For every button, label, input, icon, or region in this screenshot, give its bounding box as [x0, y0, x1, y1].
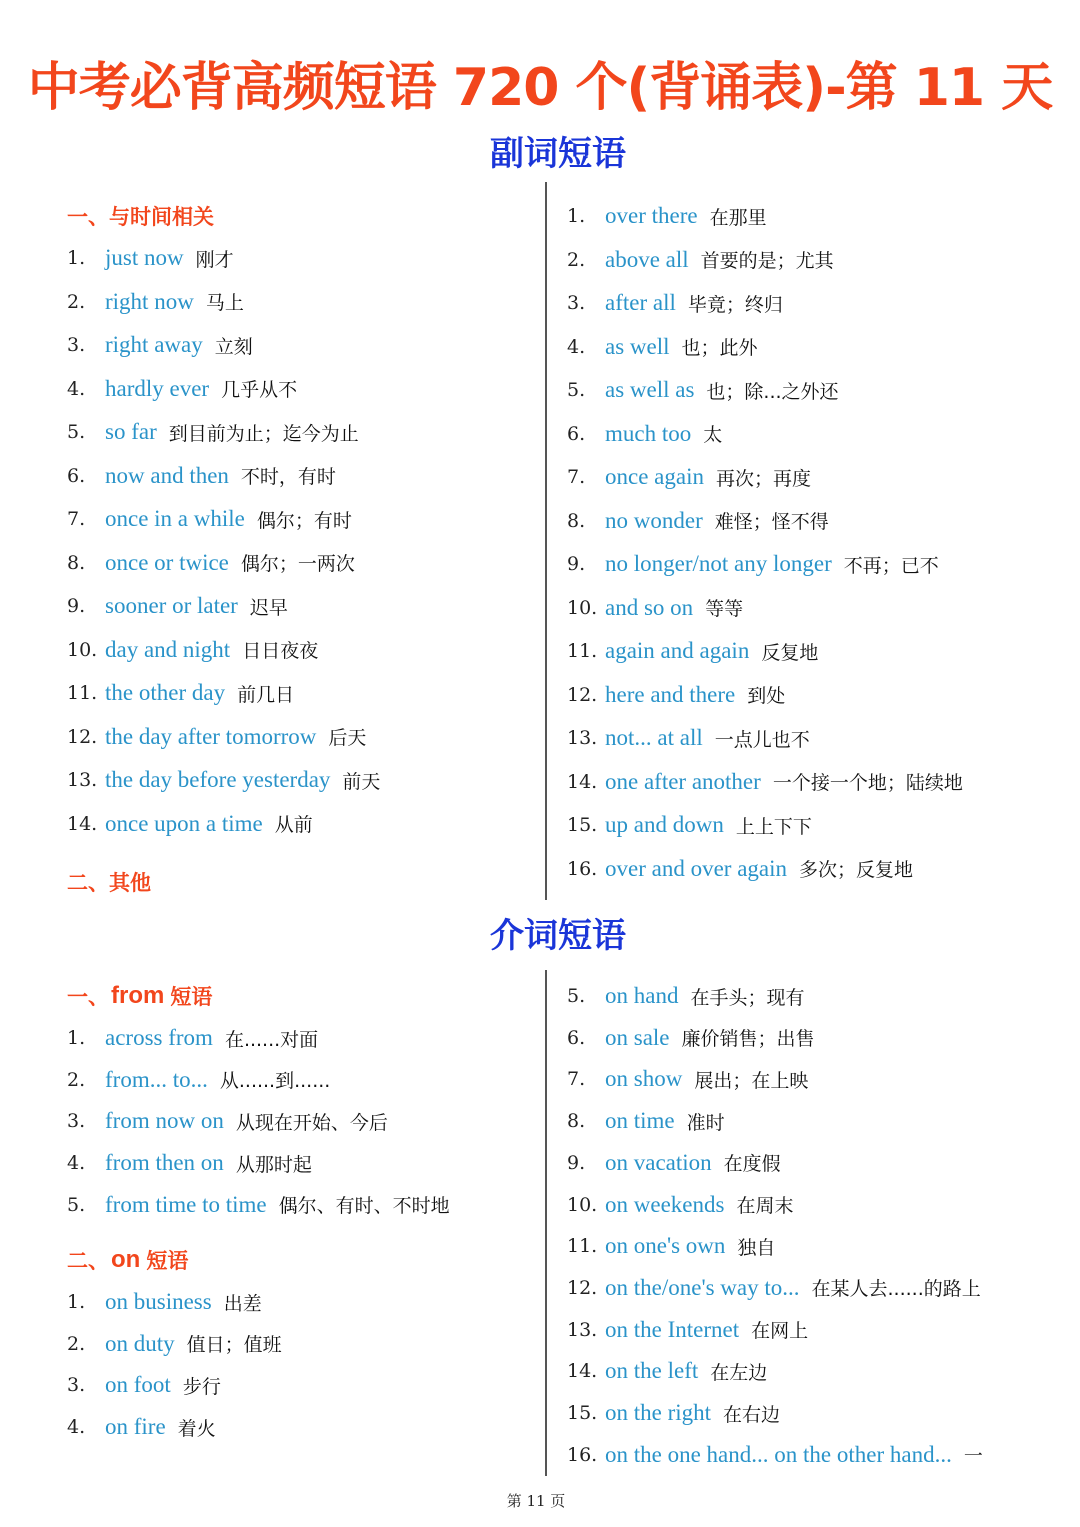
phrase-chinese: 从现在开始、今后: [235, 1111, 388, 1134]
phrase-chinese: 独自: [737, 1236, 776, 1259]
phrase-chinese: 在网上: [751, 1320, 809, 1343]
phrase-row: [567, 763, 963, 801]
phrase-english: once again: [605, 464, 704, 489]
phrase-chinese: 从......到......: [219, 1070, 331, 1093]
phrase-number: 6.: [567, 1026, 586, 1049]
phrase-english: up and down: [605, 812, 724, 837]
category-prefix: 二、: [67, 1249, 109, 1273]
phrase-number: 14.: [567, 1360, 598, 1383]
phrase-chinese: 几乎从不: [221, 379, 298, 401]
category-suffix: 短语: [170, 985, 213, 1009]
phrase-chinese: 首要的是；尤其: [700, 250, 834, 272]
phrase-row: [567, 458, 811, 496]
phrase-chinese: 从前: [274, 814, 313, 836]
phrase-number: 5.: [567, 379, 586, 401]
phrase-english: on the right: [605, 1400, 712, 1425]
phrase-number: 8.: [567, 1110, 586, 1133]
phrase-chinese: 在右边: [723, 1403, 781, 1426]
phrase-number: 2.: [67, 1332, 86, 1355]
phrase-english: over there: [605, 203, 698, 228]
phrase-number: 1.: [67, 1027, 86, 1049]
phrase-chinese: 等等: [705, 598, 744, 620]
phrase-number: 10.: [567, 596, 598, 619]
phrase-row: [67, 1408, 216, 1446]
phrase-row: [67, 761, 380, 799]
phrase-number: 13.: [567, 727, 598, 749]
category-heading: 一、与时间相关: [67, 205, 214, 229]
phrase-chinese: 在周末: [736, 1195, 794, 1217]
phrase-english: on show: [605, 1066, 683, 1092]
phrase-row: [67, 326, 253, 364]
phrase-english: over and over again: [605, 855, 788, 881]
phrase-english: on the Internet: [605, 1316, 740, 1342]
phrase-row: [567, 589, 743, 627]
phrase-row: [567, 1102, 725, 1140]
category-suffix: 短语: [146, 1249, 189, 1273]
phrase-number: 15.: [567, 1402, 598, 1424]
phrase-english: just now: [105, 245, 184, 270]
phrase-english: right now: [105, 288, 194, 314]
phrase-chinese: 偶尔；有时: [256, 509, 352, 532]
phrase-number: 13.: [567, 1318, 598, 1341]
phrase-row: [67, 805, 313, 843]
phrase-english: the other day: [105, 680, 226, 705]
phrase-row: [67, 457, 336, 495]
phrase-english: on sale: [605, 1024, 670, 1050]
phrase-number: 11.: [567, 1235, 598, 1258]
phrase-number: 16.: [567, 1443, 598, 1466]
phrase-chinese: 偶尔、有时、不时地: [278, 1195, 450, 1218]
phrase-number: 3.: [567, 292, 586, 314]
phrase-english: sooner or later: [105, 593, 238, 618]
phrase-chinese: 廉价销售；出售: [681, 1028, 815, 1051]
phrase-row: [567, 1269, 981, 1307]
phrase-chinese: 刚才: [195, 248, 234, 271]
phrase-number: 2.: [567, 248, 586, 271]
phrase-row: [67, 1102, 388, 1140]
phrase-number: 4.: [67, 1152, 86, 1175]
phrase-number: 1.: [67, 247, 86, 269]
phrase-number: 14.: [567, 770, 598, 793]
phrase-english: no longer/not any longer: [605, 551, 832, 576]
phrase-english: after all: [605, 290, 676, 315]
phrase-chinese: 准时: [686, 1111, 725, 1134]
phrase-chinese: 在......对面: [224, 1028, 319, 1051]
phrase-english: on weekends: [605, 1191, 725, 1217]
phrase-chinese: 太: [703, 424, 723, 446]
phrase-row: [67, 283, 244, 321]
phrase-number: 12.: [67, 725, 98, 748]
phrase-number: 6.: [67, 464, 86, 487]
phrase-english: on the/one's way to...: [605, 1274, 800, 1300]
phrase-number: 1.: [567, 205, 586, 227]
page-title: 中考必背高频短语 720 个(背诵表)-第 11 天: [27, 58, 1053, 118]
phrase-number: 1.: [67, 1291, 86, 1313]
phrase-chinese: 迟早: [249, 596, 288, 619]
phrase-row: [67, 239, 234, 277]
phrase-chinese: 日日夜夜: [242, 640, 319, 662]
phrase-english: no wonder: [605, 507, 703, 533]
phrase-number: 9.: [567, 1151, 586, 1174]
phrase-chinese: 上上下下: [735, 815, 812, 838]
phrase-english: again and again: [605, 638, 750, 663]
phrase-row: [567, 1436, 983, 1474]
phrase-chinese: 一个接一个地；陆续地: [772, 772, 963, 794]
phrase-chinese: 在某人去......的路上: [811, 1278, 981, 1301]
phrase-row: [567, 676, 785, 714]
phrase-chinese: 到处: [747, 685, 786, 707]
phrase-english: so far: [105, 419, 157, 444]
phrase-number: 7.: [67, 508, 86, 530]
phrase-chinese: 再次；再度: [715, 467, 811, 490]
phrase-english: once in a while: [105, 506, 245, 531]
phrase-chinese: 难怪；怪不得: [714, 511, 829, 533]
phrase-row: [567, 1227, 775, 1265]
phrase-english: on duty: [105, 1330, 175, 1356]
phrase-row: [567, 632, 818, 670]
phrase-chinese: 在手头；现有: [690, 986, 805, 1009]
phrase-row: [67, 674, 294, 712]
phrase-chinese: 一点儿也不: [714, 728, 810, 751]
phrase-row: [67, 413, 359, 451]
phrase-row: [67, 1144, 312, 1182]
phrase-english: once upon a time: [105, 810, 263, 836]
phrase-row: [67, 544, 355, 582]
phrase-english: here and there: [605, 681, 736, 707]
phrase-row: [567, 1060, 808, 1098]
phrase-row: [567, 806, 812, 844]
section-title-preposition-phrases: 介词短语: [490, 916, 626, 956]
phrase-chinese: 马上: [205, 292, 244, 314]
phrase-chinese: 值日；值班: [186, 1334, 282, 1357]
phrase-chinese: 反复地: [761, 641, 819, 664]
phrase-row: [567, 328, 758, 366]
phrase-row: [67, 500, 352, 538]
phrase-english: from... to...: [105, 1066, 208, 1092]
phrase-number: 7.: [567, 1068, 586, 1091]
phrase-row: [567, 719, 810, 757]
phrase-english: now and then: [105, 462, 229, 488]
phrase-chinese: 从那时起: [235, 1153, 312, 1176]
category-prefix: 一、: [67, 985, 109, 1009]
phrase-row: [567, 977, 804, 1015]
phrase-english: hardly ever: [105, 375, 210, 401]
phrase-number: 16.: [567, 857, 598, 880]
phrase-number: 12.: [567, 683, 598, 706]
phrase-chinese: 展出；在上映: [694, 1069, 809, 1092]
phrase-english: and so on: [605, 594, 694, 620]
phrase-number: 7.: [567, 466, 586, 488]
phrase-row: [67, 370, 297, 408]
phrase-row: [67, 1061, 330, 1099]
phrase-chinese: 在那里: [709, 206, 767, 229]
column-divider: [545, 182, 547, 900]
phrase-number: 3.: [67, 334, 86, 356]
phrase-row: [567, 1019, 815, 1057]
phrase-english: from time to time: [105, 1191, 267, 1217]
phrase-row: [67, 1366, 221, 1404]
phrase-number: 3.: [67, 1374, 86, 1397]
phrase-row: [567, 502, 829, 540]
phrase-number: 2.: [67, 290, 86, 313]
phrase-row: [567, 371, 839, 409]
category-keyword: on: [111, 1246, 141, 1273]
phrase-chinese: 到目前为止；迄今为止: [168, 422, 359, 445]
phrase-english: day and night: [105, 636, 231, 662]
phrase-chinese: 不再；已不: [843, 554, 939, 577]
category-heading-from: [67, 976, 212, 1016]
phrase-row: [67, 587, 288, 625]
phrase-number: 3.: [67, 1110, 86, 1133]
phrase-english: on hand: [605, 983, 679, 1008]
phrase-english: on the left: [605, 1358, 699, 1384]
page-number: 第 11 页: [506, 1492, 566, 1510]
phrase-english: on the one hand... on the other hand...: [605, 1441, 952, 1467]
phrase-row: [67, 1186, 450, 1224]
phrase-english: on vacation: [605, 1149, 712, 1175]
phrase-number: 4.: [67, 377, 86, 400]
phrase-number: 5.: [67, 421, 86, 443]
phrase-row: [567, 197, 767, 235]
phrase-number: 6.: [567, 422, 586, 445]
phrase-chinese: 步行: [182, 1375, 221, 1398]
phrase-chinese: 多次；反复地: [799, 859, 914, 881]
phrase-english: on one's own: [605, 1233, 726, 1259]
phrase-english: on business: [105, 1289, 212, 1314]
phrase-number: 2.: [67, 1068, 86, 1091]
phrase-row: [567, 415, 722, 453]
phrase-english: on time: [605, 1108, 675, 1134]
phrase-chinese: 出差: [223, 1292, 262, 1315]
phrase-row: [67, 1283, 262, 1321]
phrase-number: 8.: [567, 509, 586, 532]
phrase-number: 5.: [67, 1193, 86, 1216]
phrase-row: [67, 1019, 318, 1057]
phrase-english: as well as: [605, 377, 695, 402]
phrase-chinese: 前天: [342, 770, 381, 793]
phrase-row: [567, 1311, 808, 1349]
phrase-chinese: 也；此外: [681, 337, 758, 359]
phrase-english: across from: [105, 1025, 213, 1050]
phrase-row: [567, 284, 783, 322]
phrase-chinese: 在左边: [710, 1361, 768, 1384]
phrase-number: 9.: [67, 595, 86, 617]
phrase-english: the day before yesterday: [105, 767, 331, 792]
phrase-chinese: 毕竟；终归: [687, 293, 783, 316]
category-keyword: from: [111, 982, 165, 1009]
phrase-number: 4.: [67, 1416, 86, 1439]
phrase-number: 8.: [67, 551, 86, 574]
phrase-chinese: 立刻: [214, 335, 253, 358]
phrase-row: [567, 545, 939, 583]
phrase-number: 9.: [567, 553, 586, 575]
phrase-chinese: 着火: [177, 1417, 216, 1440]
phrase-row: [67, 718, 366, 756]
phrase-number: 5.: [567, 985, 586, 1007]
phrase-chinese: 前几日: [237, 683, 295, 706]
phrase-english: from then on: [105, 1150, 224, 1176]
phrase-row: [567, 1352, 767, 1390]
phrase-english: right away: [105, 332, 203, 357]
phrase-row: [567, 1394, 780, 1432]
phrase-number: 12.: [567, 1276, 598, 1299]
phrase-row: [567, 1144, 781, 1182]
phrase-chinese: 偶尔；一两次: [240, 553, 355, 575]
phrase-chinese: 在度假: [723, 1153, 781, 1176]
category-heading: 二、其他: [67, 871, 151, 895]
phrase-english: as well: [605, 333, 670, 359]
column-divider: [545, 970, 547, 1476]
phrase-number: 13.: [67, 769, 98, 791]
phrase-chinese: 后天: [328, 727, 367, 749]
phrase-english: once or twice: [105, 549, 229, 575]
phrase-number: 10.: [67, 638, 98, 661]
phrase-english: on fire: [105, 1414, 166, 1440]
phrase-english: one after another: [605, 768, 761, 794]
phrase-english: much too: [605, 420, 692, 446]
section-title-adverb-phrases: 副词短语: [490, 134, 626, 174]
phrase-number: 11.: [67, 682, 98, 704]
phrase-chinese: 一: [963, 1445, 983, 1468]
phrase-row: [67, 631, 318, 669]
phrase-number: 14.: [67, 812, 98, 835]
phrase-english: above all: [605, 246, 689, 272]
phrase-number: 15.: [567, 814, 598, 836]
phrase-row: [567, 241, 834, 279]
phrase-english: the day after tomorrow: [105, 723, 317, 749]
phrase-number: 10.: [567, 1193, 598, 1216]
phrase-english: not... at all: [605, 725, 703, 750]
phrase-chinese: 不时，有时: [240, 466, 336, 488]
phrase-english: on foot: [105, 1372, 171, 1398]
phrase-number: 4.: [567, 335, 586, 358]
phrase-number: 11.: [567, 640, 598, 662]
phrase-row: [67, 1325, 282, 1363]
category-heading-on: [67, 1240, 188, 1280]
phrase-english: from now on: [105, 1108, 224, 1134]
phrase-chinese: 也；除...之外还: [706, 380, 839, 403]
phrase-row: [567, 1186, 793, 1224]
phrase-row: [567, 850, 913, 888]
